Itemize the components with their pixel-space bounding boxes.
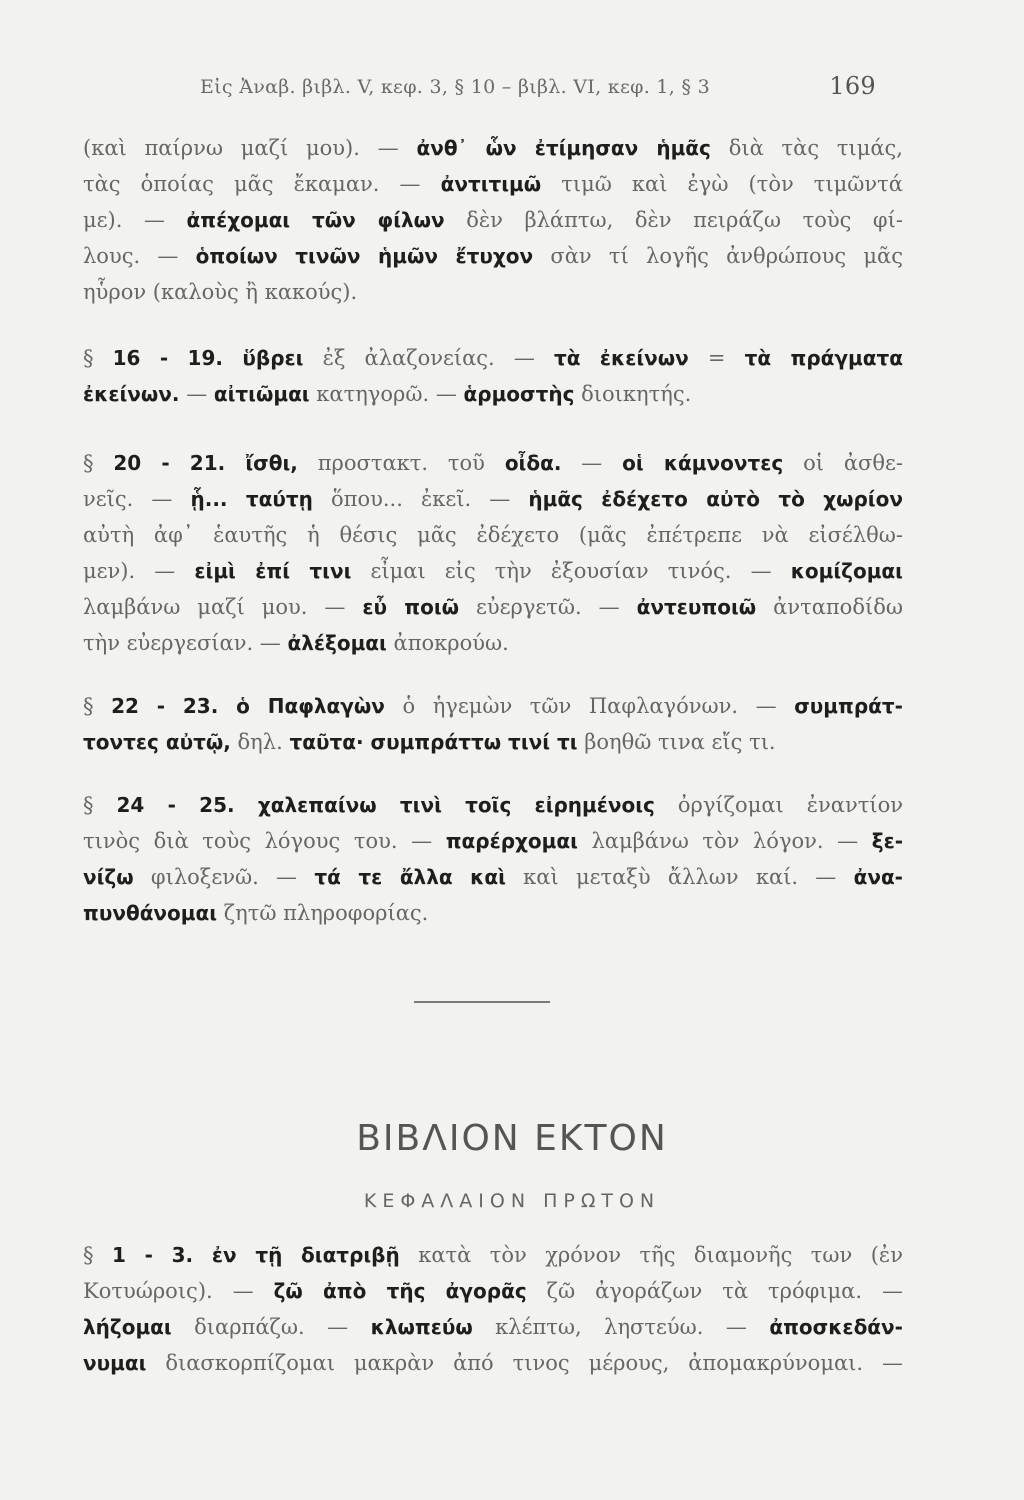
lemma: κομίζομαι bbox=[790, 559, 903, 583]
lemma: ἡμᾶς ἐδέχετο αὐτὸ τὸ χωρίον bbox=[528, 487, 903, 511]
text-line bbox=[83, 895, 903, 931]
glossary-paragraph-2 bbox=[83, 340, 903, 412]
text-line bbox=[83, 688, 903, 724]
glossary-paragraph-5 bbox=[83, 787, 903, 931]
gloss-text: εἶμαι εἰς τὴν ἐξουσίαν τινός. — bbox=[370, 559, 772, 583]
gloss-text: μεν). — bbox=[83, 559, 176, 583]
gloss-text: διοικητής. bbox=[581, 382, 692, 406]
section-ref: 16 - 19. ὕβρει bbox=[112, 346, 304, 370]
lemma: τά τε ἄλλα καὶ bbox=[314, 865, 506, 889]
text-line bbox=[83, 130, 903, 166]
text-line bbox=[83, 1273, 903, 1309]
text-line bbox=[83, 1237, 903, 1273]
gloss-text: λους. — bbox=[83, 244, 179, 268]
lemma: ἀντιτιμῶ bbox=[440, 172, 542, 196]
gloss-text: ζῶ ἀγοράζων τὰ τρόφιμα. — bbox=[546, 1279, 903, 1303]
lemma: τὰ πράγματα bbox=[744, 346, 904, 370]
lemma: νυμαι bbox=[83, 1351, 147, 1375]
text-line bbox=[83, 787, 903, 823]
lemma: ἀποσκεδάν- bbox=[769, 1315, 903, 1339]
lemma: εὖ ποιῶ bbox=[362, 595, 460, 619]
lemma: εἰμὶ ἐπί τινι bbox=[194, 559, 352, 583]
gloss-text: διὰ τὰς τιμάς, bbox=[728, 136, 903, 160]
lemma: ζῶ ἀπὸ τῆς ἀγορᾶς bbox=[273, 1279, 527, 1303]
text-line bbox=[83, 238, 903, 274]
glossary-paragraph-6 bbox=[83, 1237, 903, 1381]
gloss-text: καὶ μεταξὺ ἄλλων καί. — bbox=[523, 865, 837, 889]
section-sign: § bbox=[83, 793, 94, 817]
page-number: 169 bbox=[829, 72, 876, 100]
text-line bbox=[83, 859, 903, 895]
lemma: συμπράτ- bbox=[794, 694, 903, 718]
section-ref: 20 - 21. ἴσθι, bbox=[113, 451, 298, 475]
gloss-text: ζητῶ πληροφορίας. bbox=[223, 901, 429, 925]
glossary-paragraph-3 bbox=[83, 445, 903, 661]
lemma: τὰ ἐκείνων bbox=[553, 346, 689, 370]
text-line bbox=[83, 340, 903, 376]
gloss-text: με). — bbox=[83, 208, 165, 232]
text-line bbox=[83, 166, 903, 202]
lemma: οἱ κάμνοντες bbox=[622, 451, 784, 475]
lemma: ἀνα- bbox=[853, 865, 903, 889]
gloss-text: διαρπάζω. — bbox=[194, 1315, 349, 1339]
lemma: ξε- bbox=[871, 829, 903, 853]
gloss-text: σὰν τί λογῆς ἀνθρώπους μᾶς bbox=[550, 244, 903, 268]
lemma: ᾗ... ταύτῃ bbox=[190, 487, 313, 511]
gloss-text: λαμβάνω τὸν λόγον. — bbox=[591, 829, 859, 853]
lemma: ὁποίων τινῶν ἡμῶν ἔτυχον bbox=[195, 244, 534, 268]
lemma: νίζω bbox=[83, 865, 134, 889]
lemma: κλωπεύω bbox=[370, 1315, 473, 1339]
gloss-text: ἀνταποδίδω bbox=[773, 595, 903, 619]
gloss-text: κλέπτω, ληστεύω. — bbox=[495, 1315, 747, 1339]
gloss-text: τινὸς διὰ τοὺς λόγους του. — bbox=[83, 829, 433, 853]
gloss-text: τὰς ὁποίας μᾶς ἔκαμαν. — bbox=[83, 172, 421, 196]
text-line bbox=[83, 445, 903, 481]
glossary-paragraph-1 bbox=[83, 130, 903, 310]
text-line bbox=[83, 517, 903, 553]
text-line bbox=[83, 724, 903, 760]
gloss-text: κατηγορῶ. — bbox=[316, 382, 457, 406]
glossary-paragraph-4 bbox=[83, 688, 903, 760]
gloss-text: Κοτυώροις). — bbox=[83, 1279, 254, 1303]
lemma: λήζομαι bbox=[83, 1315, 172, 1339]
gloss-text: (καὶ παίρνω μαζί μου). — bbox=[83, 136, 399, 160]
lemma: πυνθάνομαι bbox=[83, 901, 218, 925]
lemma: παρέρχομαι bbox=[445, 829, 578, 853]
lemma: τοντες αὐτῷ, bbox=[83, 730, 231, 754]
section-ref: 24 - 25. χαλεπαίνω τινὶ τοῖς εἰρημένοις bbox=[116, 793, 655, 817]
gloss-text: ὀργίζομαι ἐναντίον bbox=[677, 793, 903, 817]
gloss-text: φιλοξενῶ. — bbox=[150, 865, 298, 889]
gloss-text: αὐτὴ ἀφ᾽ ἑαυτῆς ἡ θέσις μᾶς ἐδέχετο (μᾶς ἐπέτρεπε νὰ εἰσέλθω- bbox=[83, 523, 903, 547]
lemma: ἀνθ᾽ ὧν ἐτίμησαν ἡμᾶς bbox=[416, 136, 711, 160]
gloss-text: νεῖς. — bbox=[83, 487, 173, 511]
lemma: ταῦτα· συμπράττω τινί τι bbox=[289, 730, 578, 754]
gloss-text: δηλ. bbox=[237, 730, 283, 754]
text-line bbox=[83, 274, 903, 310]
gloss-text: κατὰ τὸν χρόνον τῆς διαμονῆς των (ἐν bbox=[418, 1243, 903, 1267]
gloss-text: προστακτ. τοῦ bbox=[317, 451, 485, 475]
text-line bbox=[83, 1309, 903, 1345]
gloss-text: τὴν εὐεργεσίαν. — bbox=[83, 631, 281, 655]
text-line bbox=[83, 589, 903, 625]
lemma: αἰτιῶμαι bbox=[213, 382, 310, 406]
gloss-text: βοηθῶ τινα εἴς τι. bbox=[584, 730, 776, 754]
gloss-text: — bbox=[186, 382, 208, 406]
gloss-text: — bbox=[581, 451, 603, 475]
section-sign: § bbox=[83, 694, 94, 718]
gloss-text: ἐξ ἀλαζονείας. — bbox=[322, 346, 535, 370]
section-ref: 1 - 3. ἐν τῇ διατριβῇ bbox=[111, 1243, 400, 1267]
text-line bbox=[83, 553, 903, 589]
gloss-text: ὅπου... ἐκεῖ. — bbox=[331, 487, 511, 511]
text-line bbox=[83, 202, 903, 238]
lemma: ἀλέξομαι bbox=[287, 631, 387, 655]
gloss-text: = bbox=[707, 346, 726, 370]
gloss-text: οἱ ἀσθε- bbox=[803, 451, 903, 475]
section-divider bbox=[414, 1001, 550, 1003]
gloss-text: ὁ ἡγεμὼν τῶν Παφλαγόνων. — bbox=[402, 694, 777, 718]
lemma: ἀπέχομαι τῶν φίλων bbox=[186, 208, 445, 232]
section-sign: § bbox=[83, 451, 94, 475]
gloss-text: ἀποκρούω. bbox=[393, 631, 509, 655]
lemma: ἐκείνων. bbox=[83, 382, 180, 406]
section-sign: § bbox=[83, 346, 94, 370]
text-line bbox=[83, 481, 903, 517]
book-title: ΒΙΒΛΙΟΝ ΕΚΤΟΝ bbox=[356, 1118, 668, 1159]
text-line bbox=[83, 1345, 903, 1381]
gloss-text: εὐεργετῶ. — bbox=[475, 595, 620, 619]
text-line bbox=[83, 625, 903, 661]
lemma: ἀντευποιῶ bbox=[636, 595, 757, 619]
gloss-text: ηὗρον (καλοὺς ἢ κακούς). bbox=[83, 280, 358, 304]
text-line bbox=[83, 823, 903, 859]
text-line bbox=[83, 376, 903, 412]
header-reference: Εἰς Ἀναβ. βιβλ. V, κεφ. 3, § 10 – βιβλ. VI, κεφ. 1, § 3 bbox=[200, 76, 710, 98]
chapter-title: ΚΕΦΑΛΑΙΟΝ ΠΡΩΤΟΝ bbox=[363, 1190, 661, 1212]
gloss-text: διασκορπίζομαι μακρὰν ἀπό τινος μέρους, ἀπομακρύνομαι. — bbox=[165, 1351, 903, 1375]
gloss-text: δὲν βλάπτω, δὲν πειράζω τοὺς φί- bbox=[466, 208, 903, 232]
section-ref: 22 - 23. ὁ Παφλαγὼν bbox=[111, 694, 385, 718]
section-sign: § bbox=[83, 1243, 94, 1267]
lemma: ἁρμοστὴς bbox=[463, 382, 575, 406]
gloss-text: τιμῶ καὶ ἐγὼ (τὸν τιμῶντά bbox=[561, 172, 903, 196]
gloss-text: λαμβάνω μαζί μου. — bbox=[83, 595, 346, 619]
lemma: οἶδα. bbox=[504, 451, 562, 475]
